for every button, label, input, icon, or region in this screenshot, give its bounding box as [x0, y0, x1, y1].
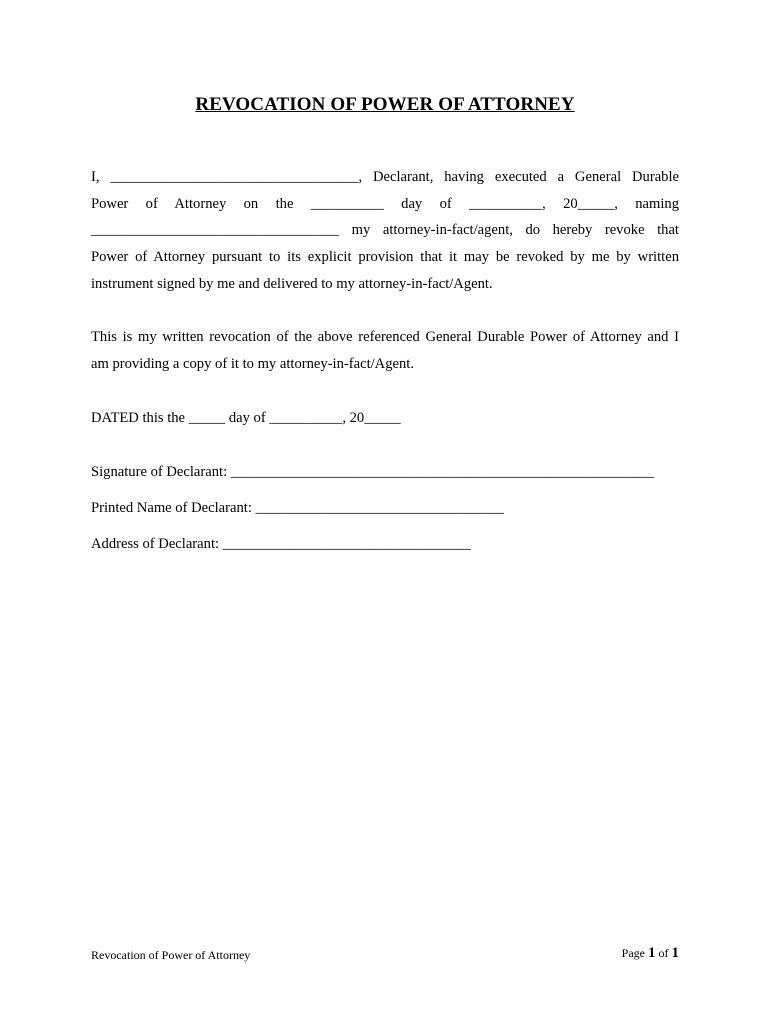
paragraph-line: __________________________________ my attorney-in-fact/agent, do hereby revoke that: [91, 222, 679, 239]
address-field: Address of Declarant: __________________________________: [91, 536, 471, 552]
paragraph-declaration: [91, 164, 679, 298]
paragraph-revocation: [91, 324, 679, 377]
page-total: 1: [671, 945, 679, 961]
page-number: 1: [648, 945, 656, 961]
paragraph-line: Power of Attorney pursuant to its explicit provision that it may be revoked by me by written: [91, 249, 679, 266]
paragraph-line: instrument signed by me and delivered to my attorney-in-fact/Agent.: [91, 275, 493, 292]
printed-name-field: Printed Name of Declarant: __________________________________: [91, 500, 504, 516]
footer-document-name: Revocation of Power of Attorney: [91, 948, 251, 962]
footer-page-indicator: [622, 945, 679, 962]
of-label: of: [658, 946, 669, 960]
page-label: Page: [621, 946, 645, 960]
signature-field: Signature of Declarant: __________________________________________________________: [91, 464, 655, 480]
paragraph-line: Power of Attorney on the __________ day of __________, 20_____, naming: [91, 195, 679, 212]
paragraph-line: This is my written revocation of the above referenced General Durable Power of Attorney and I: [91, 329, 679, 345]
paragraph-line: I, __________________________________, Declarant, having executed a General Durable: [91, 169, 679, 185]
paragraph-line: am providing a copy of it to my attorney-in-fact/Agent.: [91, 355, 415, 372]
dated-text: DATED this the _____ day of __________, 20_____: [91, 410, 401, 426]
document-title: REVOCATION OF POWER OF ATTORNEY: [195, 94, 575, 115]
dated-line: [91, 405, 679, 432]
